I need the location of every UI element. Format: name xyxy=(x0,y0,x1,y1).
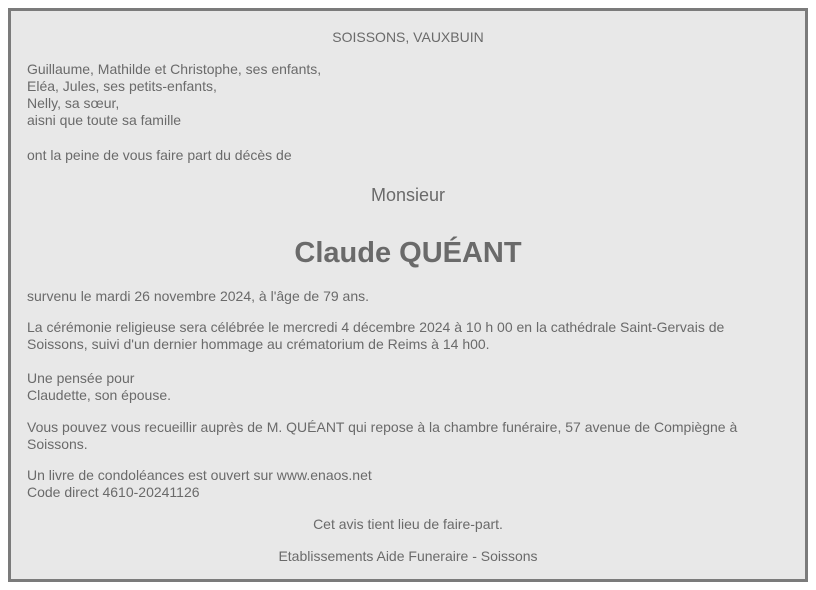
ceremony-line: La cérémonie religieuse sera célébrée le mercredi 4 décembre 2024 à 10 h 00 en la cathédrale Saint-Gervais de xyxy=(27,319,725,335)
announcement-text: ont la peine de vous faire part du décès de xyxy=(27,147,292,163)
faire-part-note: Cet avis tient lieu de faire-part. xyxy=(313,516,503,532)
family-line: Eléa, Jules, ses petits-enfants, xyxy=(27,78,217,94)
family-list xyxy=(27,61,789,129)
death-info: survenu le mardi 26 novembre 2024, à l'âge de 79 ans. xyxy=(27,288,370,304)
deceased-title: Monsieur xyxy=(370,185,446,205)
funeral-home: Etablissements Aide Funeraire - Soissons xyxy=(278,548,538,564)
thought-text xyxy=(27,370,789,404)
ceremony-details xyxy=(27,319,789,353)
family-line: aisni que toute sa famille xyxy=(27,112,182,128)
family-line: Nelly, sa sœur, xyxy=(27,95,120,111)
condolences-code: Code direct 4610-20241126 xyxy=(27,484,200,500)
location-heading: SOISSONS, VAUXBUIN xyxy=(332,29,484,45)
condolences-info xyxy=(27,467,789,501)
resting-place-info xyxy=(27,419,789,453)
obituary-notice xyxy=(8,8,808,582)
resting-line: Vous pouvez vous recueillir auprès de M. QUÉANT qui repose à la chambre funéraire, 57 avenue de Compiègne à xyxy=(27,419,738,435)
condolences-line: Un livre de condoléances est ouvert sur www.enaos.net xyxy=(27,467,372,483)
deceased-name: Claude QUÉANT xyxy=(294,237,522,269)
thought-line: Une pensée pour xyxy=(27,370,135,386)
resting-line: Soissons. xyxy=(27,436,88,452)
thought-line: Claudette, son épouse. xyxy=(27,387,171,403)
ceremony-line: Soissons, suivi d'un dernier hommage au crématorium de Reims à 14 h00. xyxy=(27,336,490,352)
family-line: Guillaume, Mathilde et Christophe, ses enfants, xyxy=(27,61,322,77)
